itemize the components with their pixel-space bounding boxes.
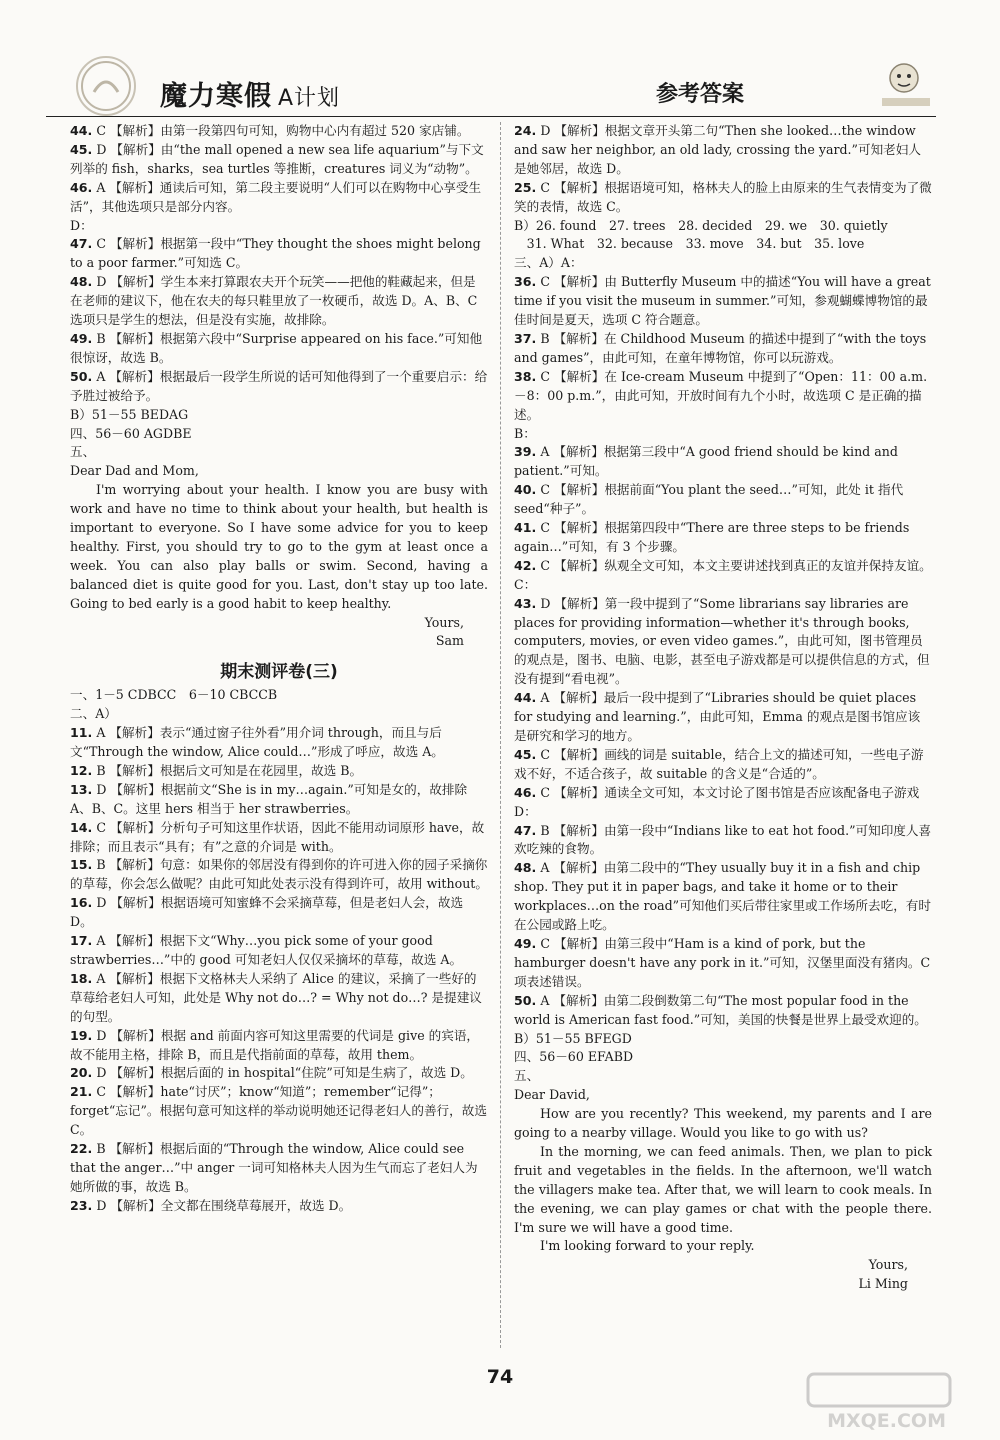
question-number: 40.	[514, 482, 537, 498]
answer-item	[514, 595, 932, 690]
letter1-closing: Yours,	[424, 614, 464, 630]
letter2-paragraph: In the morning, we can feed animals. Then, we plan to pick fruit and vegetables in the fields. In the afternoon, we'll watch the villagers make tea. After that, we will learn to cook meals. In the evening, we can play games or chat with the people there. I'm sure we will have a good time.	[514, 1143, 932, 1235]
answer-text: A 【解析】由第二段倒数第二句“The most popular food in the world is American fast food.”可知，美国的快餐是世界上最受欢迎的。	[514, 992, 927, 1027]
answer-item	[70, 217, 488, 236]
page-header	[48, 62, 944, 112]
answer-text: C 【解析】根据第一段中“They thought the shoes might belong to a poor farmer.”可知选 C。	[70, 236, 481, 271]
answer-text: 五、	[514, 1068, 540, 1084]
answer-list-left-2	[70, 724, 488, 1216]
answer-text: C 【解析】根据前面“You plant the seed…”可知，此处 it 指代 seed“种子”。	[514, 482, 904, 517]
answer-item	[514, 368, 932, 425]
answer-text: B）51－55 BEDAG	[70, 406, 189, 422]
answer-item	[70, 1064, 488, 1083]
answer-text: C 【解析】在 Ice-cream Museum 中提到了“Open：11：00 a.m.－8：00 p.m.”，由此可知，开放时间有九个小时，故选项 C 是正确的描述。	[514, 368, 928, 422]
answer-text: C：	[514, 576, 537, 592]
answer-text: C 【解析】由第三段中“Ham is a kind of pork, but the hamburger doesn't have any pork in it.”可知，汉堡里面没有猪肉。C 项表述错误。	[514, 935, 931, 989]
answer-item	[514, 519, 932, 557]
answer-text: B 【解析】根据第六段中“Surprise appeared on his face.”可知他很惊讶，故选 B。	[70, 330, 483, 365]
right-column	[514, 122, 932, 1294]
answer-item	[514, 1048, 932, 1067]
question-number: 11.	[70, 725, 93, 741]
question-number: 46.	[70, 179, 93, 195]
answer-item	[70, 781, 488, 819]
question-number: 37.	[514, 330, 537, 346]
question-number: 24.	[514, 123, 537, 138]
question-number: 43.	[514, 595, 537, 611]
answer-text: D：	[70, 217, 93, 233]
watermark-text: MXQE.COM	[827, 1410, 946, 1432]
exam-line: 二、A）	[70, 706, 117, 722]
answer-item	[514, 557, 932, 576]
question-number: 44.	[514, 690, 537, 706]
watermark-logo-icon	[804, 1370, 954, 1410]
answer-item	[70, 724, 488, 762]
section-title: 参考答案	[655, 82, 744, 107]
answer-item	[514, 122, 932, 179]
answer-item	[70, 970, 488, 1027]
answer-text: B 【解析】在 Childhood Museum 的描述中提到了“with the toys and games”，由此可知，在童年博物馆，你可以玩游戏。	[514, 330, 927, 365]
answer-text: B 【解析】句意：如果你的邻居没有得到你的许可进入你的园子采摘你的草莓，你会怎么做呢？由此可知此处表示没有得到许可，故用 without。	[70, 857, 488, 892]
letter1-greeting: Dear Dad and Mom,	[70, 463, 199, 479]
question-number: 50.	[70, 368, 93, 384]
answer-text: C 【解析】根据第四段中“There are three steps to be friends again…”可知，有 3 个步骤。	[514, 520, 910, 554]
answer-item	[70, 141, 488, 179]
answer-item	[70, 1197, 488, 1216]
question-number: 45.	[514, 746, 537, 762]
question-number: 17.	[70, 933, 93, 949]
question-number: 13.	[70, 781, 93, 797]
exam-line: 一、1－5 CDBCC 6－10 CBCCB	[70, 687, 278, 703]
book-title	[160, 74, 340, 113]
question-number: 48.	[514, 860, 537, 876]
question-number: 47.	[514, 822, 537, 838]
answer-text: B 【解析】根据后面的“Through the window, Alice could see that the anger…”中 anger 一词可知格林夫人因为生气而忘了老妇人为她所做的事，故选 B。	[70, 1141, 478, 1194]
answer-item	[514, 179, 932, 217]
page-number: 74	[486, 1366, 514, 1388]
answer-item	[70, 1027, 488, 1065]
question-number: 48.	[70, 274, 93, 290]
letter2-signature: Li Ming	[858, 1276, 908, 1292]
answer-text: A 【解析】由第二段中的“They usually buy it in a fish and chip shop. They put it in paper bags, and take it home or to their workplaces…on the road”可知他们买后带往家里或工作场所去吃，有时在公园或路上吃。	[514, 860, 931, 933]
answer-text: C 【解析】通读全文可知，本文讨论了图书馆是否应该配备电子游戏	[540, 784, 920, 800]
answer-item	[70, 932, 488, 970]
answer-item	[514, 803, 932, 822]
question-number: 38.	[514, 368, 537, 384]
answer-text: 31. What 32. because 33. move 34. but 35. love	[514, 236, 865, 252]
answer-item	[70, 1140, 488, 1197]
answer-item	[514, 481, 932, 519]
answer-item	[70, 425, 488, 444]
answer-text: 五、	[70, 444, 96, 460]
question-number: 19.	[70, 1027, 93, 1043]
question-number: 12.	[70, 762, 93, 778]
question-number: 39.	[514, 444, 537, 460]
answer-text: C 【解析】分析句子可知这里作状语，因此不能用动词原形 have，故排除；而且表示“具有；有”之意的介词是 with。	[70, 819, 485, 854]
question-number: 49.	[70, 330, 93, 346]
question-number: 22.	[70, 1141, 93, 1157]
answer-item	[70, 443, 488, 462]
answer-list-left	[70, 122, 488, 462]
answer-item	[70, 330, 488, 368]
answer-item	[514, 935, 932, 992]
answer-item	[514, 330, 932, 368]
letter2-closing: Yours,	[868, 1257, 908, 1273]
answer-text: B）51－55 BFEGD	[514, 1030, 632, 1046]
answer-item	[514, 822, 932, 860]
answer-item	[70, 406, 488, 425]
answer-item	[514, 235, 932, 254]
answer-text: D 【解析】全文都在围绕草莓展开，故选 D。	[96, 1197, 352, 1213]
answer-text: A 【解析】最后一段中提到了“Libraries should be quiet places for studying and learning.”，由此可知，Emma 的观点是图书馆应该是研究和学习的地方。	[514, 690, 921, 743]
question-number: 49.	[514, 935, 537, 951]
header-rule	[46, 116, 936, 117]
letter1-signature: Sam	[435, 633, 464, 649]
question-number: 16.	[70, 895, 93, 911]
answer-text: C 【解析】纵观全文可知，本文主要讲述找到真正的友谊并保持友谊。	[540, 557, 932, 573]
answer-text: A 【解析】根据最后一段学生所说的话可知他得到了一个重要启示：给予胜过被给予。	[70, 368, 488, 403]
answer-item	[514, 1067, 932, 1086]
answer-text: D 【解析】学生本来打算跟农夫开个玩笑——把他的鞋藏起来，但是在老师的建议下，他在农夫的每只鞋里放了一枚硬币，故选 D。A、B、C 选项只是学生的想法，但是没有实施，故排除。	[70, 274, 478, 328]
answer-item	[70, 179, 488, 217]
answer-text: C 【解析】画线的词是 suitable，结合上文的描述可知，一些电子游戏不好，不适合孩子，故 suitable 的含义是“合适的”。	[514, 746, 924, 781]
answer-text: A 【解析】通读后可知，第二段主要说明“人们可以在购物中心享受生活”，其他选项只是部分内容。	[70, 179, 482, 214]
answer-text: D 【解析】根据后面的 in hospital“住院”可知是生病了，故选 D。	[96, 1065, 473, 1081]
answer-text: D 【解析】根据文章开头第二句“Then she looked…the window and saw her neighbor, an old lady, crossing the yard.”可知老妇人是她邻居，故选 D。	[514, 123, 921, 176]
answer-item	[70, 819, 488, 857]
letter2-paragraph: How are you recently? This weekend, my parents and I are going to a nearby village. Would you like to go with us?	[514, 1106, 932, 1141]
answer-text: C 【解析】hate“讨厌”；know“知道”；remember“记得”；forget“忘记”。根据句意可知这样的举动说明她还记得老妇人的善行，故选 C。	[70, 1084, 487, 1138]
exam-title: 期末测评卷(三)	[220, 662, 338, 683]
book-title-main: 魔力寒假	[160, 81, 272, 112]
question-number: 46.	[514, 784, 537, 800]
answer-text: C 【解析】由 Butterfly Museum 中的描述“You will have a great time if you visit the museum in summer.”可知，参观蝴蝶博物馆的最佳时间是夏天，选项 C 符合题意。	[514, 274, 931, 328]
answer-list-right	[514, 122, 932, 1086]
answer-item	[70, 122, 488, 141]
question-number: 41.	[514, 520, 537, 536]
answer-item	[514, 1030, 932, 1049]
answer-text: C 【解析】由第一段第四句可知，购物中心内有超过 520 家店铺。	[96, 123, 470, 138]
question-number: 23.	[70, 1197, 93, 1213]
answer-text: 四、56－60 EFABD	[514, 1049, 634, 1065]
answer-item	[514, 689, 932, 746]
answer-text: D 【解析】第一段中提到了“Some librarians say libraries are places for providing information—whether it's through books, computers, movies, or even video games.”，由此可知，图书管理员的观点是，图书、电脑、电影，甚至电子游戏都是可以提供信息的方式，但没有提到“看电视”。	[514, 595, 930, 687]
answer-text: D：	[514, 803, 537, 819]
answer-item	[70, 762, 488, 781]
question-number: 21.	[70, 1084, 93, 1100]
question-number: 36.	[514, 274, 537, 290]
answer-text: A 【解析】表示“通过窗子往外看”用介词 through，而且与后文“Through the window, Alice could…”形成了呼应，故选 A。	[70, 725, 444, 759]
answer-text: D 【解析】由“the mall opened a new sea life aquarium”与下文列举的 fish，sharks，sea turtles 等推断，creatures 词义为“动物”。	[70, 141, 484, 176]
answer-item	[514, 859, 932, 935]
answer-item	[514, 273, 932, 330]
answer-item	[514, 992, 932, 1030]
answer-item	[514, 784, 932, 803]
answer-text: D 【解析】根据语境可知蜜蜂不会采摘草莓，但是老妇人会，故选 D。	[70, 895, 464, 930]
question-number: 15.	[70, 857, 93, 873]
letter2-greeting: Dear David,	[514, 1087, 590, 1103]
question-number: 42.	[514, 557, 537, 573]
answer-text: D 【解析】根据 and 前面内容可知这里需要的代词是 give 的宾语，故不能用主格，排除 B，而且是代指前面的草莓，故用 them。	[70, 1027, 480, 1062]
answer-text: A 【解析】根据第三段中“A good friend should be kind and patient.”可知。	[514, 444, 898, 479]
answer-item	[514, 576, 932, 595]
answer-text: 三、A）A：	[514, 255, 583, 271]
letter2-paragraph: I'm looking forward to your reply.	[540, 1238, 755, 1254]
answer-item	[70, 235, 488, 273]
answer-item	[70, 273, 488, 330]
answer-item	[514, 746, 932, 784]
book-logo-icon	[76, 56, 136, 116]
question-number: 14.	[70, 819, 93, 835]
question-number: 25.	[514, 179, 537, 195]
question-number: 18.	[70, 970, 93, 986]
answer-item	[70, 368, 488, 406]
mascot-icon	[874, 54, 936, 110]
question-number: 44.	[70, 123, 93, 138]
answer-item	[70, 1083, 488, 1140]
question-number: 47.	[70, 236, 93, 252]
answer-text: B）26. found 27. trees 28. decided 29. we 30. quietly	[514, 217, 888, 233]
question-number: 20.	[70, 1065, 93, 1081]
answer-text: 四、56－60 AGDBE	[70, 425, 192, 441]
answer-text: B 【解析】由第一段中“Indians like to eat hot food.”可知印度人喜欢吃辣的食物。	[514, 822, 932, 857]
answer-text: A 【解析】根据下文“Why…you pick some of your good strawberries…”中的 good 可知老妇人仅仅采摘坏的草莓，故选 A。	[70, 933, 463, 967]
book-title-subtitle: A计划	[278, 86, 341, 111]
letter1-body: I'm worrying about your health. I know you are busy with work and have no time to think about your health, but health is important to everyone. So I have some advice for you to keep healthy. First, you should try to go to the gym at least once a week. You can also play balls or swim. Second, having a balanced diet is quite good for you. Last, don't stay up too late. Going to bed early is a good habit to keep healthy.	[70, 482, 488, 611]
answer-item	[70, 856, 488, 894]
answer-item	[70, 894, 488, 932]
answer-item	[514, 217, 932, 236]
question-number: 45.	[70, 141, 93, 157]
question-number: 50.	[514, 992, 537, 1008]
answer-item	[514, 425, 932, 444]
answer-item	[514, 254, 932, 273]
answer-item	[514, 443, 932, 481]
answer-text: B：	[514, 425, 536, 441]
left-column	[70, 122, 488, 1216]
answer-text: C 【解析】根据语境可知，格林夫人的脸上由原来的生气表情变为了微笑的表情，故选 C。	[514, 179, 932, 214]
answer-text: A 【解析】根据下文格林夫人采纳了 Alice 的建议，采摘了一些好的草莓给老妇人可知，此处是 Why not do…? = Why not do…? 是提建议的句型。	[70, 970, 482, 1024]
answer-text: B 【解析】根据后文可知是在花园里，故选 B。	[96, 762, 363, 778]
watermark	[804, 1370, 954, 1434]
answer-text: D 【解析】根据前文“She is in my…again.”可知是女的，故排除 A、B、C。这里 hers 相当于 her strawberries。	[70, 781, 468, 816]
